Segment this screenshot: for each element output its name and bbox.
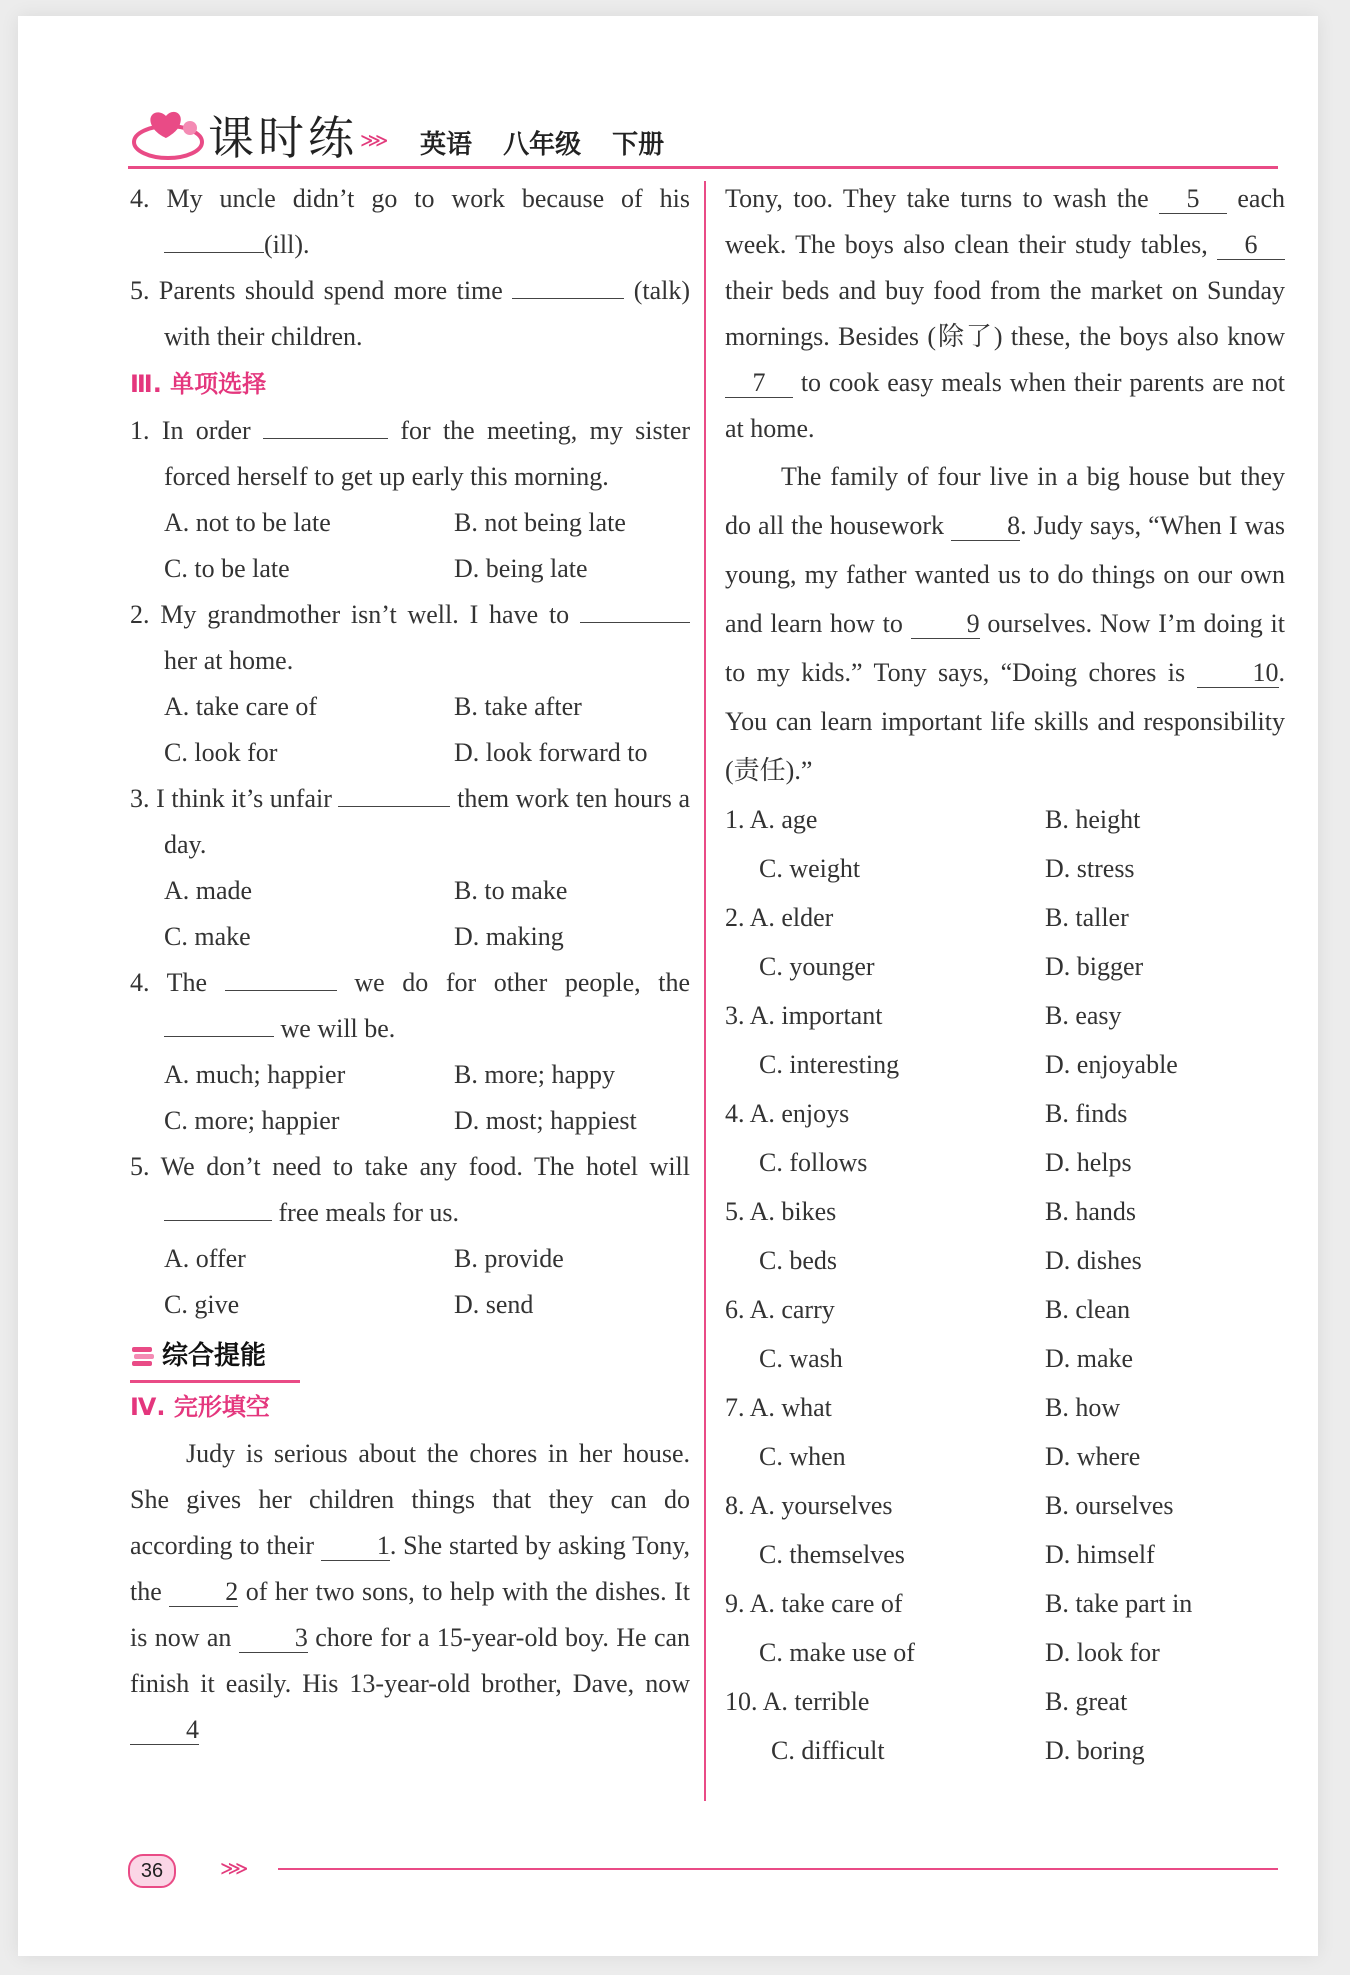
option-b[interactable]: B. ourselves bbox=[1045, 1491, 1174, 1520]
option-c[interactable]: C. to be late bbox=[164, 554, 290, 583]
option-a[interactable]: 10. A. terrible bbox=[725, 1687, 870, 1716]
option-a[interactable]: 1. A. age bbox=[725, 805, 818, 834]
page-number: 36 bbox=[128, 1854, 176, 1888]
option-b[interactable]: B. not being late bbox=[454, 508, 626, 537]
cloze-choice-7 bbox=[725, 1383, 1285, 1481]
option-c[interactable]: C. wash bbox=[759, 1344, 843, 1373]
option-d[interactable]: D. himself bbox=[1045, 1540, 1155, 1569]
footer-divider bbox=[278, 1868, 1278, 1870]
cloze-choice-2 bbox=[725, 893, 1285, 991]
subject-line bbox=[420, 124, 686, 161]
option-b[interactable]: B. great bbox=[1045, 1687, 1128, 1716]
mc-question-4: 4. The we do for other people, the we will be. A. much; happier B. more; happy C. more; happier D. most; happiest bbox=[130, 960, 690, 1144]
right-column bbox=[725, 176, 1285, 1775]
cloze-blank-5[interactable]: 5 bbox=[1159, 185, 1227, 214]
answer-blank[interactable] bbox=[338, 780, 450, 807]
option-b[interactable]: B. clean bbox=[1045, 1295, 1131, 1324]
cloze-choice-6 bbox=[725, 1285, 1285, 1383]
volume-label: 下册 bbox=[612, 130, 665, 160]
answer-blank[interactable] bbox=[164, 1194, 272, 1221]
option-a[interactable]: 4. A. enjoys bbox=[725, 1099, 850, 1128]
mc-question-3: 3. I think it’s unfair them work ten hours a day. A. made B. to make C. make D. making bbox=[130, 776, 690, 960]
option-c[interactable]: C. difficult bbox=[771, 1736, 885, 1765]
mc-question-1: 1. In order for the meeting, my sister forced herself to get up early this morning. A. not to be late B. not being late C. to be late D. being late bbox=[130, 408, 690, 592]
option-a[interactable]: A. made bbox=[164, 876, 253, 905]
option-a[interactable]: 8. A. yourselves bbox=[725, 1491, 893, 1520]
option-a[interactable]: 5. A. bikes bbox=[725, 1197, 837, 1226]
fill-question-5: 5. Parents should spend more time (talk) with their children. bbox=[130, 268, 690, 360]
option-d[interactable]: D. stress bbox=[1045, 854, 1135, 883]
cloze-passage-continued: Tony, too. They take turns to wash the 5 each week. The boys also clean their study tables, 6 their beds and buy food from the market on Sunday mornings. Besides (除了) these, the boys also know 7 to cook easy meals when their parents are not at home. bbox=[725, 184, 1285, 443]
cloze-blank-8[interactable]: 8 bbox=[951, 512, 1020, 541]
option-a[interactable]: 9. A. take care of bbox=[725, 1589, 903, 1618]
cloze-passage-paragraph-2: The family of four live in a big house but they do all the housework 8. Judy says, “When I was young, my father wanted us to do things on our own and learn how to 9 ourselves. Now I’m doing it to my kids.” Tony says, “Doing chores is 10. You can learn important life skills and responsibility (责任).” bbox=[725, 462, 1286, 785]
heart-swirl-logo-icon bbox=[128, 108, 208, 168]
option-d[interactable]: D. enjoyable bbox=[1045, 1050, 1178, 1079]
option-a[interactable]: 3. A. important bbox=[725, 1001, 883, 1030]
option-c[interactable]: C. beds bbox=[759, 1246, 837, 1275]
cloze-choice-3 bbox=[725, 991, 1285, 1089]
option-c[interactable]: C. themselves bbox=[759, 1540, 905, 1569]
mc-question-2: 2. My grandmother isn’t well. I have to her at home. A. take care of B. take after C. look for D. look forward to bbox=[130, 592, 690, 776]
column-divider bbox=[704, 181, 706, 1801]
page-footer bbox=[128, 1846, 1278, 1896]
cloze-passage-start: Judy is serious about the chores in her house. She gives her children things that they can do according to their 1. She started by asking Tony, the 2 of her two sons, to help with the dishes. It is now an 3 chore for a 15-year-old boy. He can finish it easily. His 13-year-old brother, Dave, now 4 bbox=[130, 1439, 691, 1744]
option-b[interactable]: B. take after bbox=[454, 692, 582, 721]
cloze-choice-5 bbox=[725, 1187, 1285, 1285]
answer-blank[interactable] bbox=[164, 226, 264, 253]
option-b[interactable]: B. hands bbox=[1045, 1197, 1136, 1226]
option-c[interactable]: C. interesting bbox=[759, 1050, 900, 1079]
option-b[interactable]: B. how bbox=[1045, 1393, 1121, 1422]
answer-blank[interactable] bbox=[580, 596, 690, 623]
option-c[interactable]: C. give bbox=[164, 1290, 240, 1319]
cloze-blank-6[interactable]: 6 bbox=[1217, 231, 1285, 260]
cloze-blank-1[interactable]: 1 bbox=[321, 1532, 390, 1561]
option-d[interactable]: D. bigger bbox=[1045, 952, 1144, 981]
option-d[interactable]: D. making bbox=[454, 922, 564, 951]
option-b[interactable]: B. easy bbox=[1045, 1001, 1122, 1030]
book-stack-icon bbox=[130, 1343, 156, 1369]
cloze-blank-7[interactable]: 7 bbox=[725, 369, 793, 398]
option-c[interactable]: C. make bbox=[164, 922, 251, 951]
cloze-choice-4 bbox=[725, 1089, 1285, 1187]
option-b[interactable]: B. height bbox=[1045, 805, 1141, 834]
answer-blank[interactable] bbox=[512, 272, 624, 299]
cloze-choices bbox=[725, 795, 1285, 1775]
option-d[interactable]: D. dishes bbox=[1045, 1246, 1142, 1275]
section-4-title: Ⅳ. 完形填空 bbox=[130, 1393, 270, 1421]
workbook-page bbox=[18, 16, 1318, 1956]
option-d[interactable]: D. make bbox=[1045, 1344, 1134, 1373]
answer-blank[interactable] bbox=[263, 412, 388, 439]
option-c[interactable]: C. follows bbox=[759, 1148, 868, 1177]
option-a[interactable]: A. offer bbox=[164, 1244, 246, 1273]
cloze-blank-4[interactable]: 4 bbox=[130, 1716, 199, 1745]
cloze-choice-1 bbox=[725, 795, 1285, 893]
subject-label: 英语 bbox=[420, 130, 473, 160]
answer-blank[interactable] bbox=[164, 1010, 274, 1037]
option-d[interactable]: D. send bbox=[454, 1290, 534, 1319]
left-column bbox=[130, 176, 690, 1753]
option-c[interactable]: C. younger bbox=[759, 952, 875, 981]
fill-question-4: 4. My uncle didn’t go to work because of his (ill). bbox=[130, 184, 690, 259]
option-c[interactable]: C. look for bbox=[164, 738, 278, 767]
cloze-blank-3[interactable]: 3 bbox=[239, 1624, 308, 1653]
header-arrows-icon: ⋙ bbox=[360, 130, 387, 152]
grade-label: 八年级 bbox=[503, 130, 582, 160]
option-b[interactable]: B. finds bbox=[1045, 1099, 1128, 1128]
option-b[interactable]: B. taller bbox=[1045, 903, 1129, 932]
option-a[interactable]: 7. A. what bbox=[725, 1393, 832, 1422]
option-a[interactable]: A. much; happier bbox=[164, 1060, 346, 1089]
option-a[interactable]: 2. A. elder bbox=[725, 903, 834, 932]
option-d[interactable]: D. being late bbox=[454, 554, 588, 583]
footer-arrows-icon: ⋙ bbox=[220, 1858, 247, 1880]
page-header bbox=[128, 96, 1278, 176]
option-a[interactable]: A. not to be late bbox=[164, 508, 331, 537]
option-d[interactable]: D. helps bbox=[1045, 1148, 1132, 1177]
comprehensive-section-title: 综合提能 bbox=[130, 1332, 300, 1383]
option-c[interactable]: C. more; happier bbox=[164, 1106, 340, 1135]
brand-title: 课时练 bbox=[208, 111, 358, 165]
option-a[interactable]: 6. A. carry bbox=[725, 1295, 835, 1324]
option-b[interactable]: B. more; happy bbox=[454, 1060, 616, 1089]
section-3-title: Ⅲ. 单项选择 bbox=[130, 370, 267, 398]
option-d[interactable]: D. where bbox=[1045, 1442, 1141, 1471]
option-b[interactable]: B. provide bbox=[454, 1244, 564, 1273]
option-d[interactable]: D. boring bbox=[1045, 1736, 1145, 1765]
option-b[interactable]: B. to make bbox=[454, 876, 568, 905]
option-d[interactable]: D. most; happiest bbox=[454, 1106, 637, 1135]
cloze-choice-10 bbox=[725, 1677, 1285, 1775]
cloze-choice-9 bbox=[725, 1579, 1285, 1677]
option-d[interactable]: D. look for bbox=[1045, 1638, 1160, 1667]
option-c[interactable]: C. when bbox=[759, 1442, 846, 1471]
option-c[interactable]: C. make use of bbox=[759, 1638, 915, 1667]
mc-question-5: 5. We don’t need to take any food. The hotel will free meals for us. A. offer B. provide C. give D. send bbox=[130, 1144, 690, 1328]
answer-blank[interactable] bbox=[225, 964, 337, 991]
cloze-choice-8 bbox=[725, 1481, 1285, 1579]
header-divider bbox=[128, 166, 1278, 169]
option-c[interactable]: C. weight bbox=[759, 854, 861, 883]
option-b[interactable]: B. take part in bbox=[1045, 1589, 1193, 1618]
cloze-blank-9[interactable]: 9 bbox=[911, 610, 980, 639]
cloze-blank-2[interactable]: 2 bbox=[169, 1578, 238, 1607]
cloze-blank-10[interactable]: 10 bbox=[1197, 659, 1279, 688]
option-a[interactable]: A. take care of bbox=[164, 692, 318, 721]
option-d[interactable]: D. look forward to bbox=[454, 738, 648, 767]
